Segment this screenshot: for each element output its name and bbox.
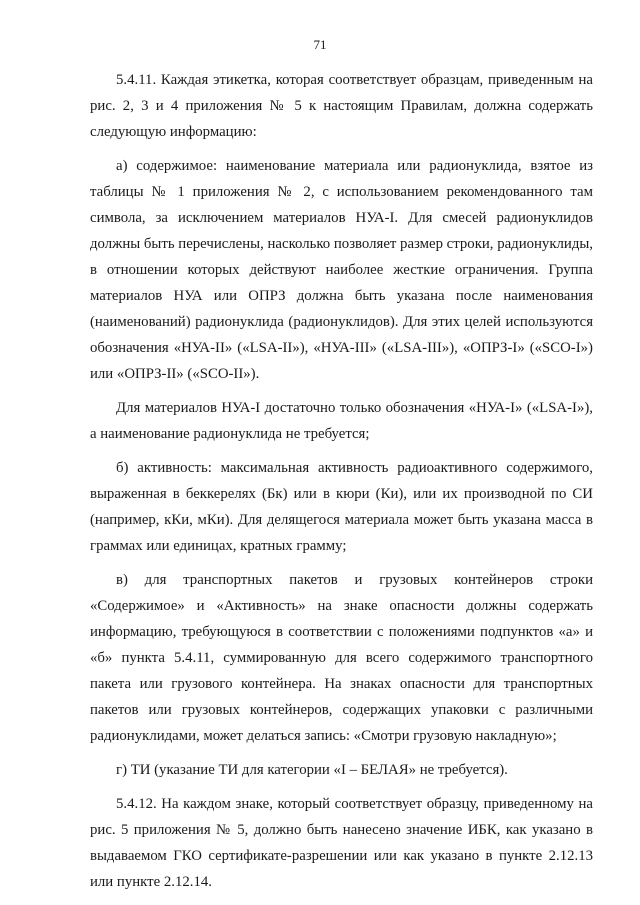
paragraph-item-b: б) активность: максимальная активность радиоактивного содержимого, выраженная в беккерелях (Бк) или в кюри (Ки), или их производной по СИ (например, кКи, мКи). Для делящегося материала может быть указана масса в граммах или единицах, кратных грамму;: [90, 460, 593, 554]
paragraph-item-g: г) ТИ (указание ТИ для категории «I – БЕЛАЯ» не требуется).: [116, 762, 508, 778]
document-body: [90, 67, 593, 903]
paragraph-item-a: а) содержимое: наименование материала или радионуклида, взятое из таблицы № 1 приложения № 2, с использованием рекомендованного там символа, за исключением материалов НУА-I. Для смесей радионуклидов должны быть перечислены, насколько позволяет размер строки, радионуклиды, в отношении которых действуют наиболее жесткие ограничения. Группа материалов НУА или ОПРЗ должна быть указана после наименования (наименований) радионуклида (радионуклидов). Для этих целей используются обозначения «НУА-II» («LSA-II»), «НУА-III» («LSA-III»), «ОПРЗ-I» («SCO-I») или «ОПРЗ-II» («SCO-II»).: [90, 158, 593, 382]
paragraph-5-4-12: 5.4.12. На каждом знаке, который соответствует образцу, приведенному на рис. 5 приложения № 5, должно быть нанесено значение ИБК, как указано в выдаваемом ГКО сертификате-разрешении или как указано в пункте 2.12.13 или пункте 2.12.14.: [90, 796, 593, 890]
paragraph-item-v: в) для транспортных пакетов и грузовых контейнеров строки «Содержимое» и «Активность» на знаке опасности должны содержать информацию, требующуюся в соответствии с положениями подпунктов «а» и «б» пункта 5.4.11, суммированную для всего содержимого транспортного пакета или грузового контейнера. На знаках опасности для транспортных пакетов или грузовых контейнеров, содержащих упаковки с различными радионуклидами, может делаться запись: «Смотри грузовую накладную»;: [90, 572, 593, 744]
paragraph-lsa-i-note: Для материалов НУА-I достаточно только обозначения «НУА-I» («LSA-I»), а наименование радионуклида не требуется;: [90, 400, 593, 442]
paragraph-5-4-11: 5.4.11. Каждая этикетка, которая соответствует образцам, приведенным на рис. 2, 3 и 4 приложения № 5 к настоящим Правилам, должна содержать следующую информацию:: [90, 72, 593, 140]
page-number: 71: [313, 37, 327, 52]
